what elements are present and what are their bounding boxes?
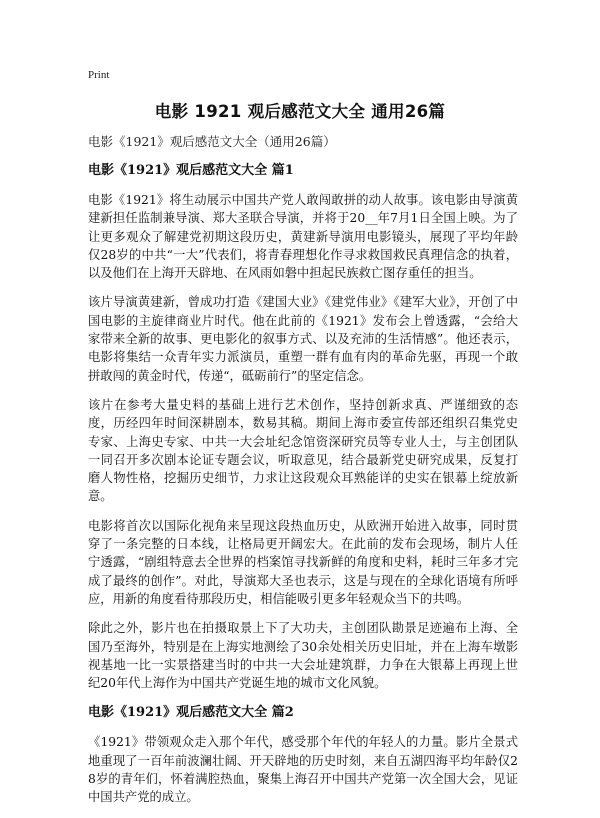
document-title: 电影 1921 观后感范文大全 通用26篇 [154,102,446,121]
paragraph: 该片导演黄建新，曾成功打造《建国大业》《建党伟业》《建军大业》，开创了中国电影的主旋律商业片时代。他在此前的《1921》发布会上曾透露，“会给大家带来全新的故事、更电影化的叙事方式、以及充沛的生活情感”。他还表示，电影将集结一众青年实力派演员，重塑一群有血有肉的革命先驱，再现一个敢拼敢闯的黄金时代，传递“，砥砺前行”的坚定信念。 [88,295,518,383]
paragraph: 该片在参考大量史料的基础上进行艺术创作，坚持创新求真、严谨细致的态度，历经四年时间深耕剧本，数易其稿。期间上海市委宣传部还组织召集党史专家、上海史专家、中共一大会址纪念馆资深研究员等专业人士，与主创团队一同召开多次剧本论证专题会议，听取意见，结合最新党史研究成果，反复打磨人物性格，挖掘历史细节，力求让这段观众耳熟能详的史实在银幕上绽放新意。 [88,397,518,504]
section-heading-1: 电影《1921》观后感范文大全 篇1 [88,163,294,178]
article-body [88,162,518,818]
document-subtitle: 电影《1921》观后感范文大全（通用26篇） [88,134,336,149]
section-heading-2: 电影《1921》观后感范文大全 篇2 [88,705,294,721]
paragraph: 除此之外，影片也在拍摄取景上下了大功夫，主创团队勘景足迹遍布上海、全国乃至海外，特别是在上海实地测绘了30余处相关历史旧址，并在上海车墩影视基地一比一实景搭建当时的中共一大会址建筑群，力争在大银幕上再现上世纪20年代上海作为中国共产党诞生地的城市文化风貌。 [88,621,518,691]
paragraph: 电影将首次以国际化视角来呈现这段热血历史，从欧洲开始进入故事，同时贯穿了一条完整的日本线，让格局更开阔宏大。在此前的发布会现场，制片人任宁透露，“剧组特意去全世界的档案馆寻找新鲜的角度和史料，耗时三年多才完成了最终的创作”。对此，导演郑大圣也表示，这是与现在的全球化语境有所呼应，用新的角度看待那段历史，相信能吸引更多年轻观众当下的共鸣。 [88,518,518,606]
print-link[interactable]: Print [88,69,110,81]
paragraph: 电影《1921》将生动展示中国共产党人敢闯敢拼的动人故事。该电影由导演黄建新担任监制兼导演、郑大圣联合导演，并将于20__年7月1日全国上映。为了让更多观众了解建党初期这段历史，黄建新导演用电影镜头，展现了平均年龄仅28岁的中共“一大”代表们，将青春理想化作寻求救国救民真理信念的执着，以及他们在上海开天辟地、在风雨如磐中担起民族救亡图存重任的担当。 [88,193,518,281]
paragraph: 《1921》带领观众走入那个年代，感受那个年代的年轻人的力量。影片全景式地重现了一百年前波澜壮阔、开天辟地的历史时刻，来自五湖四海平均年龄仅28岁的青年们，怀着满腔热血，聚集上海召开中国共产党第一次全国大会，见证中国共产党的成立。 [88,735,518,805]
